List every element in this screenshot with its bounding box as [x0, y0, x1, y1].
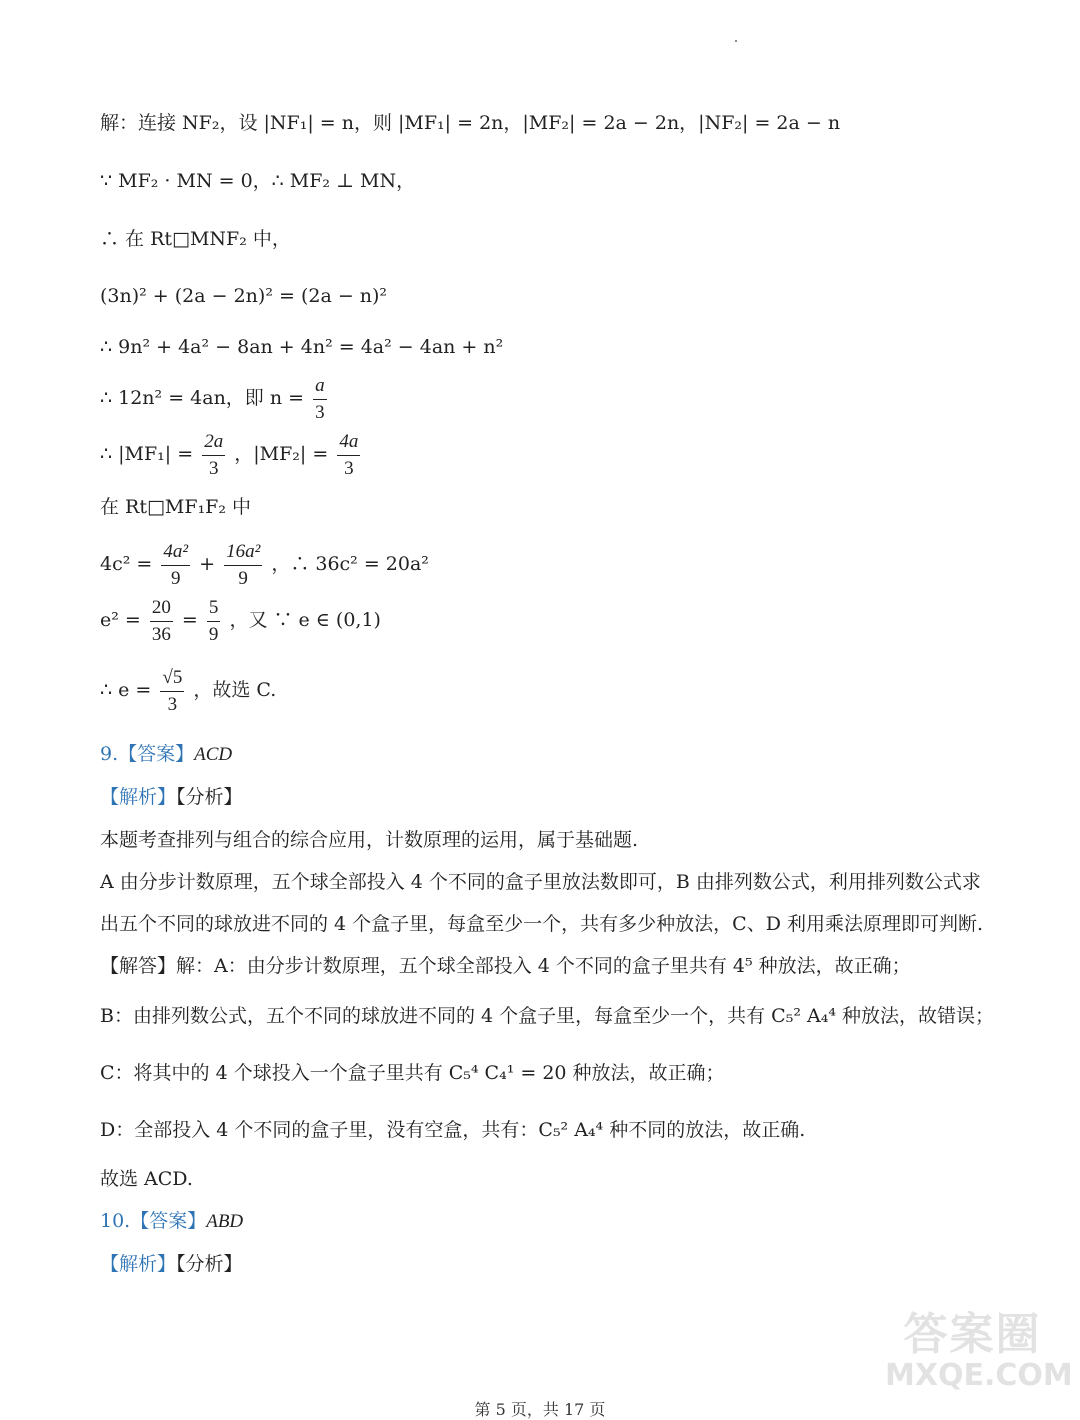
- q9-paragraph-5: B：由排列数公式，五个不同的球放进不同的 4 个盒子里，每盒至少一个，共有 C₅² A₄⁴ 种放法，故错误；: [100, 1005, 994, 1027]
- solution-line-10: [100, 592, 381, 648]
- fraction-denominator: 3: [315, 401, 325, 423]
- fraction-denominator: 9: [170, 567, 181, 589]
- fraction-5-over-9: [207, 595, 221, 648]
- fraction-denominator: 3: [167, 693, 178, 715]
- fraction-denominator: 9: [238, 567, 248, 589]
- fraction-numerator: 5: [207, 595, 221, 622]
- q9-paragraph-7: D：全部投入 4 个不同的盒子里，没有空盒，共有：C₅² A₄⁴ 种不同的放法，故正确.: [100, 1119, 806, 1141]
- q9-analysis-line: [100, 784, 243, 810]
- q9-paragraph-6: C：将其中的 4 个球投入一个盒子里共有 C₅⁴ C₄¹ = 20 种放法，故正确；: [100, 1062, 725, 1084]
- fraction-a-over-3: [313, 373, 327, 426]
- q10-answer-label: 10.【答案】: [100, 1210, 207, 1232]
- fraction-denominator: 3: [208, 457, 219, 479]
- fraction-numerator: 4a²: [161, 539, 190, 566]
- q9-paragraph-8: 故选 ACD.: [100, 1168, 193, 1190]
- watermark-url: MXQE.COM: [885, 1358, 1073, 1393]
- fraction-denominator: 9: [208, 623, 219, 645]
- page-footer: 第 5 页，共 17 页: [474, 1400, 606, 1419]
- line7-text-b: ，|MF₂| =: [234, 443, 329, 465]
- solution-line-4: (3n)² + (2a − 2n)² = (2a − n)²: [100, 285, 388, 307]
- q10-answer-value: ABD: [206, 1211, 244, 1232]
- line9-text-c: ，∴ 36c² = 20a²: [271, 553, 429, 575]
- q10-analysis-line: [100, 1251, 243, 1277]
- fraction-4a2-over-9: [161, 539, 190, 592]
- q9-analysis-label: 【解析】: [100, 786, 177, 808]
- fraction-16a2-over-9: [224, 539, 262, 592]
- line7-text-a: ∴ |MF₁| =: [100, 443, 194, 465]
- fraction-root5-over-3: [160, 665, 184, 718]
- solution-line-5: ∴ 9n² + 4a² − 8an + 4n² = 4a² − 4an + n²: [100, 336, 504, 358]
- fraction-denominator: 36: [151, 623, 171, 645]
- fraction-numerator: 4a: [337, 429, 360, 456]
- q10-fenxi-label: 【分析】: [176, 1253, 243, 1275]
- q9-paragraph-2: A 由分步计数原理，五个球全部投入 4 个不同的盒子里放法数即可，B 由排列数公式，利用排列数公式求: [100, 871, 981, 893]
- line10-text-c: ，又 ∵ e ∈ (0,1): [229, 609, 381, 631]
- plus-sign: +: [199, 553, 216, 575]
- line6-text: ∴ 12n² = 4an，即 n =: [100, 387, 305, 409]
- solution-line-1: 解：连接 NF₂，设 |NF₁| = n，则 |MF₁| = 2n，|MF₂| = 2a − 2n，|NF₂| = 2a − n: [100, 112, 841, 134]
- q9-answer-line: [100, 741, 232, 768]
- q9-answer-label: 9.【答案】: [100, 743, 195, 765]
- page-speck: [735, 40, 737, 42]
- watermark-title: 答案圈: [903, 1309, 1042, 1360]
- q9-paragraph-3: 出五个不同的球放进不同的 4 个盒子里，每盒至少一个，共有多少种放法，C、D 利用乘法原理即可判断.: [100, 913, 984, 935]
- q9-paragraph-4: 【解答】解：A：由分步计数原理，五个球全部投入 4 个不同的盒子里共有 4⁵ 种放法，故正确；: [100, 955, 911, 977]
- solution-line-3: ∴ 在 Rt□MNF₂ 中，: [100, 228, 291, 250]
- fraction-20-over-36: [150, 595, 173, 648]
- watermark-logo: [885, 1309, 1073, 1401]
- q9-answer-value: ACD: [194, 744, 233, 765]
- fraction-denominator: 3: [344, 457, 354, 479]
- fraction-numerator: √5: [160, 665, 184, 692]
- fraction-numerator: 16a²: [224, 539, 262, 566]
- fraction-numerator: 2a: [202, 429, 225, 456]
- fraction-numerator: 20: [150, 595, 173, 622]
- line11-text-b: ，故选 C.: [193, 679, 277, 701]
- solution-line-8: 在 Rt□MF₁F₂ 中: [100, 496, 252, 518]
- solution-line-6: [100, 370, 330, 426]
- solution-line-7: [100, 426, 363, 482]
- solution-line-2: ∵ MF₂ · MN = 0，∴ MF₂ ⊥ MN，: [100, 170, 416, 192]
- equals-sign: =: [181, 609, 198, 631]
- line11-text-a: ∴ e =: [100, 679, 152, 701]
- solution-line-11: [100, 662, 276, 718]
- q9-fenxi-label: 【分析】: [176, 786, 243, 808]
- q10-answer-line: [100, 1208, 243, 1235]
- q9-paragraph-1: 本题考查排列与组合的综合应用，计数原理的运用，属于基础题.: [100, 829, 639, 851]
- fraction-4a-over-3: [337, 429, 360, 482]
- line10-text-a: e² =: [100, 609, 141, 631]
- solution-line-9: [100, 536, 429, 592]
- line9-text-a: 4c² =: [100, 553, 153, 575]
- fraction-numerator: a: [313, 373, 327, 400]
- fraction-2a-over-3: [202, 429, 225, 482]
- q10-analysis-label: 【解析】: [100, 1253, 177, 1275]
